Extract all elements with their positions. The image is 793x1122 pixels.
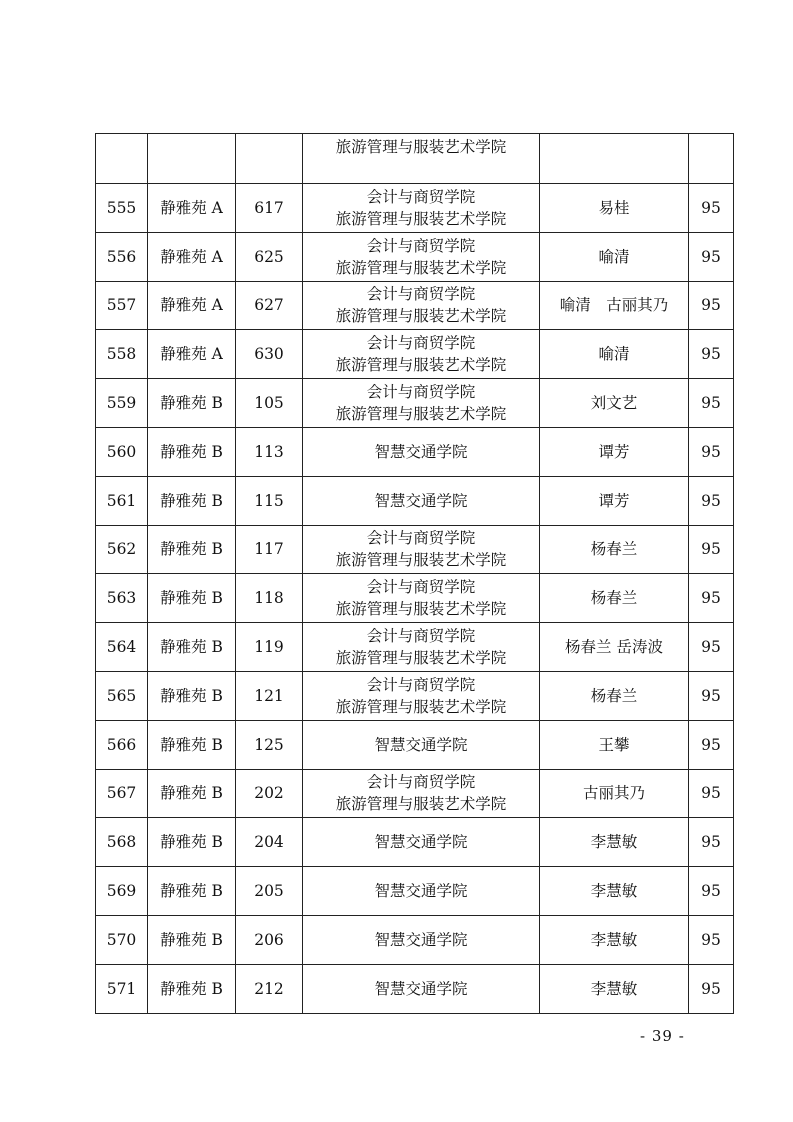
cell-building: 静雅苑 B [148,476,236,525]
cell-id: 560 [96,427,148,476]
cell-score: 95 [689,720,734,769]
cell-room: 202 [236,769,303,818]
cell-college [303,769,540,818]
cell-staff: 喻清 [540,232,689,281]
table-row [96,574,734,623]
table-row [96,720,734,769]
cell-score: 95 [689,818,734,867]
college-line: 会计与商贸学院 [366,773,476,792]
college-line: 会计与商贸学院 [366,236,476,255]
cell-room: 117 [236,525,303,574]
cell-college [303,525,540,574]
cell-score: 95 [689,427,734,476]
cell-staff: 喻清 [540,330,689,379]
cell-score: 95 [689,671,734,720]
cell-staff: 谭芳 [540,476,689,525]
cell-college [303,427,540,476]
cell-room: 205 [236,867,303,916]
cell-building: 静雅苑 B [148,720,236,769]
cell-room: 121 [236,671,303,720]
cell-building: 静雅苑 B [148,623,236,672]
cell-staff: 李慧敏 [540,964,689,1013]
cell-building: 静雅苑 B [148,818,236,867]
cell-id: 570 [96,915,148,964]
cell-building: 静雅苑 B [148,671,236,720]
table-body [96,134,734,1014]
cell-building: 静雅苑 B [148,964,236,1013]
cell-building: 静雅苑 A [148,330,236,379]
cell-id: 569 [96,867,148,916]
cell-college [303,915,540,964]
cell-room: 204 [236,818,303,867]
cell-id: 558 [96,330,148,379]
cell-id: 556 [96,232,148,281]
college-line: 旅游管理与服装艺术学院 [335,356,507,375]
table-row [96,281,734,330]
college-line: 旅游管理与服装艺术学院 [335,138,507,156]
cell-room: 630 [236,330,303,379]
cell-building: 静雅苑 A [148,232,236,281]
cell-college [303,134,540,184]
cell-staff: 喻清 古丽其乃 [540,281,689,330]
cell-id [96,134,148,184]
cell-score: 95 [689,281,734,330]
college-line: 智慧交通学院 [374,491,468,510]
table-row [96,769,734,818]
cell-staff: 李慧敏 [540,915,689,964]
cell-staff: 杨春兰 [540,525,689,574]
cell-staff: 李慧敏 [540,818,689,867]
college-line: 会计与商贸学院 [366,578,476,597]
cell-score: 95 [689,964,734,1013]
cell-college [303,476,540,525]
college-line: 智慧交通学院 [374,979,468,998]
table-row [96,379,734,428]
table-row [96,623,734,672]
table-row [96,867,734,916]
cell-room: 625 [236,232,303,281]
cell-score: 95 [689,867,734,916]
college-line: 旅游管理与服装艺术学院 [335,551,507,570]
cell-room: 617 [236,184,303,233]
cell-staff: 刘文艺 [540,379,689,428]
cell-score: 95 [689,525,734,574]
cell-score: 95 [689,379,734,428]
cell-college [303,818,540,867]
cell-room: 212 [236,964,303,1013]
cell-college [303,281,540,330]
cell-college [303,232,540,281]
college-line: 旅游管理与服装艺术学院 [335,697,507,716]
cell-score [689,134,734,184]
cell-building: 静雅苑 B [148,427,236,476]
cell-staff: 易桂 [540,184,689,233]
college-line: 旅游管理与服装艺术学院 [335,307,507,326]
college-line: 旅游管理与服装艺术学院 [335,649,507,668]
cell-building: 静雅苑 A [148,281,236,330]
cell-staff: 杨春兰 [540,574,689,623]
cell-id: 557 [96,281,148,330]
college-line: 旅游管理与服装艺术学院 [335,209,507,228]
cell-staff: 李慧敏 [540,867,689,916]
cell-building: 静雅苑 B [148,769,236,818]
cell-college [303,671,540,720]
college-line: 旅游管理与服装艺术学院 [335,795,507,814]
cell-building: 静雅苑 A [148,184,236,233]
cell-id: 561 [96,476,148,525]
cell-college [303,574,540,623]
cell-room: 113 [236,427,303,476]
dormitory-score-table [95,133,734,1014]
college-line: 会计与商贸学院 [366,383,476,402]
cell-college [303,867,540,916]
cell-score: 95 [689,574,734,623]
cell-room: 206 [236,915,303,964]
cell-building: 静雅苑 B [148,915,236,964]
cell-college [303,379,540,428]
cell-staff: 古丽其乃 [540,769,689,818]
cell-id: 568 [96,818,148,867]
cell-id: 559 [96,379,148,428]
cell-id: 567 [96,769,148,818]
cell-building: 静雅苑 B [148,525,236,574]
college-line: 智慧交通学院 [374,442,468,461]
college-line: 会计与商贸学院 [366,675,476,694]
table-row [96,476,734,525]
table-row [96,525,734,574]
cell-score: 95 [689,184,734,233]
college-line: 会计与商贸学院 [366,187,476,206]
cell-room: 118 [236,574,303,623]
table-row [96,427,734,476]
cell-college [303,184,540,233]
college-line: 旅游管理与服装艺术学院 [335,600,507,619]
table-row [96,671,734,720]
cell-id: 563 [96,574,148,623]
cell-room: 627 [236,281,303,330]
college-line: 会计与商贸学院 [366,285,476,304]
table-row [96,232,734,281]
cell-college [303,330,540,379]
cell-room: 125 [236,720,303,769]
college-line: 旅游管理与服装艺术学院 [335,405,507,424]
cell-staff: 谭芳 [540,427,689,476]
college-line: 智慧交通学院 [374,833,468,852]
cell-college [303,623,540,672]
cell-building: 静雅苑 B [148,574,236,623]
college-line: 会计与商贸学院 [366,529,476,548]
cell-id: 555 [96,184,148,233]
cell-room [236,134,303,184]
table-row [96,330,734,379]
cell-id: 562 [96,525,148,574]
table-row [96,184,734,233]
college-line: 会计与商贸学院 [366,627,476,646]
cell-id: 566 [96,720,148,769]
cell-id: 565 [96,671,148,720]
cell-staff [540,134,689,184]
table-row [96,915,734,964]
cell-score: 95 [689,769,734,818]
college-line: 旅游管理与服装艺术学院 [335,258,507,277]
cell-staff: 杨春兰 岳涛波 [540,623,689,672]
cell-building [148,134,236,184]
cell-id: 571 [96,964,148,1013]
cell-score: 95 [689,915,734,964]
cell-college [303,964,540,1013]
college-line: 智慧交通学院 [374,930,468,949]
cell-staff: 王攀 [540,720,689,769]
cell-score: 95 [689,232,734,281]
cell-room: 119 [236,623,303,672]
cell-staff: 杨春兰 [540,671,689,720]
cell-room: 105 [236,379,303,428]
table-row [96,818,734,867]
college-line: 智慧交通学院 [374,735,468,754]
college-line: 智慧交通学院 [374,882,468,901]
table-row [96,964,734,1013]
table-row-continued [96,134,734,184]
cell-building: 静雅苑 B [148,379,236,428]
cell-score: 95 [689,623,734,672]
page-number: - 39 - [640,1027,685,1045]
cell-score: 95 [689,330,734,379]
cell-college [303,720,540,769]
college-line: 会计与商贸学院 [366,334,476,353]
cell-id: 564 [96,623,148,672]
cell-room: 115 [236,476,303,525]
cell-building: 静雅苑 B [148,867,236,916]
cell-score: 95 [689,476,734,525]
